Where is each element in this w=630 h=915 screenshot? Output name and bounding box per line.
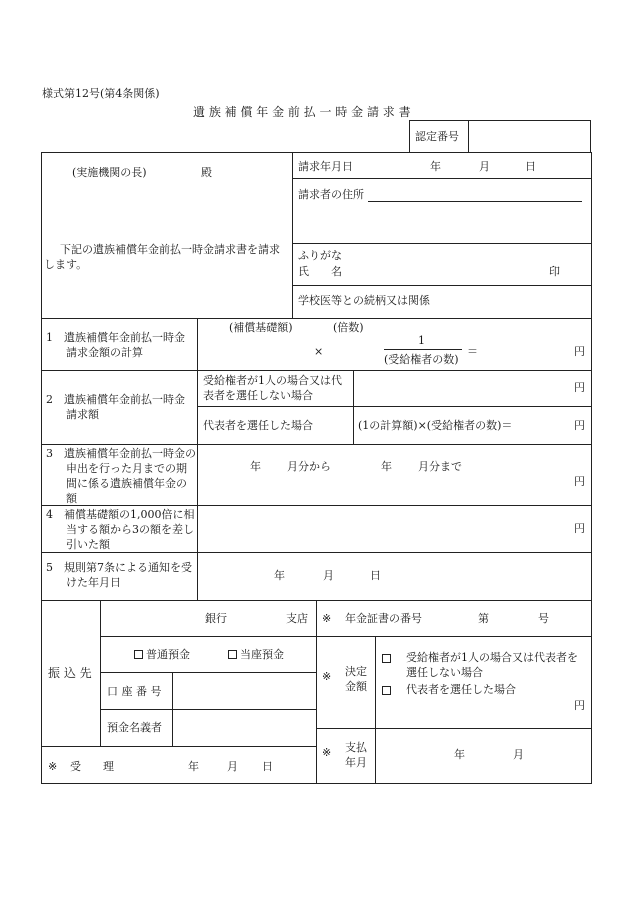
ordinary-checkbox[interactable] [134, 650, 143, 659]
row2-label: 2 遺族補償年金前払一時金請求額 [46, 393, 185, 421]
opt1-checkbox[interactable] [382, 652, 392, 662]
current-label: 当座預金 [240, 648, 284, 661]
base-amount-label: (補償基礎額) [229, 321, 293, 334]
row5-year: 年 [274, 569, 285, 582]
fraction-denominator: (受給権者の数) [384, 353, 459, 366]
row2-yen-2: 円 [574, 419, 585, 432]
pay-mark: ※ [322, 746, 332, 759]
row3-yen: 円 [574, 475, 585, 488]
pay-month-label: 支払年月 [345, 741, 367, 769]
date-month: 月 [479, 160, 490, 173]
pay-year: 年 [454, 748, 465, 761]
pay-mon: 月 [513, 748, 524, 761]
row2-formula: (1の計算額)×(受給権者の数)＝ [358, 419, 513, 432]
row4-yen: 円 [574, 522, 585, 535]
row3-to-year: 年 [381, 460, 392, 473]
row5-label: 5 規則第7条による通知を受けた年月日 [46, 561, 192, 589]
decision-option-2: 代表者を選任した場合 [406, 683, 516, 696]
pension-cert-no: 第 [478, 612, 489, 625]
row3-from-year: 年 [250, 460, 261, 473]
honorific: 殿 [201, 166, 212, 179]
receipt-month: 月 [227, 760, 238, 773]
branch-label: 支店 [286, 612, 308, 625]
transfer-label: 振 込 先 [48, 666, 92, 680]
receipt-label: 受 理 [70, 760, 114, 773]
form-number: 様式第12号(第4条関係) [42, 87, 160, 100]
addressee: (実施機関の長) [72, 166, 147, 179]
account-holder-field[interactable] [174, 711, 314, 744]
row2-case2: 代表者を選任した場合 [203, 419, 313, 432]
equals-sign: ＝ [467, 345, 478, 358]
decision-mark: ※ [322, 670, 332, 683]
account-number-field[interactable] [174, 674, 314, 707]
row1-yen: 円 [574, 345, 585, 358]
decision-amount-label: 決定金額 [345, 665, 367, 693]
account-number-label: 口 座 番 号 [107, 685, 162, 698]
furigana-label: ふりがな [298, 249, 342, 262]
decision-option-1: 受給権者が1人の場合又は代表者を選任しない場合 [406, 651, 578, 679]
request-text: 下記の遺族補償年金前払一時金請求書を請求します。 [44, 243, 280, 271]
current-deposit-option[interactable] [228, 649, 284, 660]
date-year: 年 [430, 160, 441, 173]
relation-label: 学校医等との続柄又は関係 [298, 294, 430, 307]
fraction-numerator: 1 [418, 334, 425, 347]
address-label: 請求者の住所 [298, 188, 364, 201]
name-label: 氏 名 [298, 265, 342, 278]
times-sign: × [314, 345, 324, 358]
opt2-checkbox[interactable] [382, 684, 392, 694]
row2-yen-1: 円 [574, 381, 585, 394]
cert-number-field[interactable] [470, 122, 589, 151]
date-day: 日 [525, 160, 536, 173]
pension-cert-label: 年金証書の番号 [345, 612, 422, 625]
row3-to-month: 月分まで [418, 460, 462, 473]
pension-cert-suffix: 号 [538, 612, 549, 625]
bank-label: 銀行 [205, 612, 227, 625]
row4-label: 4 補償基礎額の1,000倍に相当する額から3の額を差し引いた額 [46, 508, 195, 551]
account-holder-label: 預金名義者 [107, 721, 162, 734]
ordinary-label: 普通預金 [146, 648, 190, 661]
row5-month: 月 [323, 569, 334, 582]
page-title: 遺 族 補 償 年 金 前 払 一 時 金 請 求 書 [193, 105, 411, 119]
seal-mark: 印 [549, 265, 560, 278]
multiplier-label: (倍数) [333, 321, 364, 334]
row1-label: 1 遺族補償年金前払一時金請求金額の計算 [46, 331, 185, 359]
pension-mark: ※ [322, 612, 332, 625]
ordinary-deposit-option[interactable] [134, 649, 190, 660]
address-line[interactable] [368, 201, 582, 202]
receipt-mark: ※ [48, 760, 58, 773]
cert-number-label: 認定番号 [415, 130, 459, 143]
receipt-year: 年 [188, 760, 199, 773]
current-checkbox[interactable] [228, 650, 237, 659]
row2-case1: 受給権者が1人の場合又は代表者を選任しない場合 [203, 374, 342, 402]
row3-from-month: 月分から [287, 460, 331, 473]
receipt-day: 日 [262, 760, 273, 773]
request-date-label: 請求年月日 [298, 160, 353, 173]
decision-yen: 円 [574, 699, 585, 712]
row5-day: 日 [370, 569, 381, 582]
row3-label: 3 遺族補償年金前払一時金の申出を行った月までの期間に係る遺族補償年金の額 [46, 447, 196, 505]
